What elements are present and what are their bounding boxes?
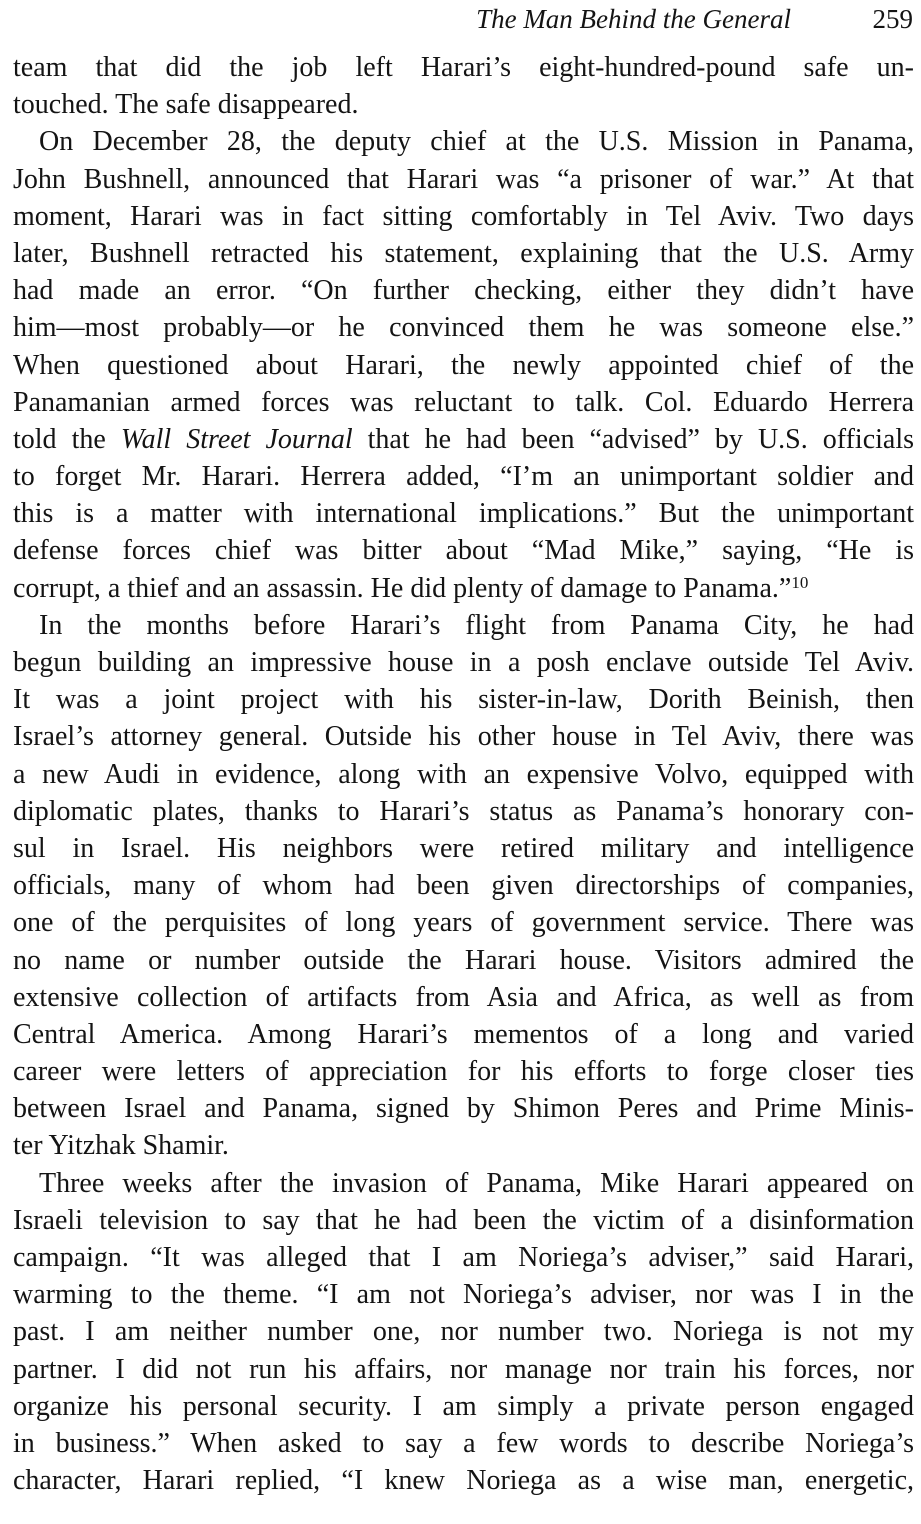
text-line-38: in business.” When asked to say a few words to describe Noriega’s: [13, 1427, 914, 1459]
text-line-9: When questioned about Harari, the newly appointed chief of the: [13, 349, 914, 381]
text-line-26: extensive collection of artifacts from Asia and Africa, as well as from: [13, 981, 914, 1013]
text-line-17: begun building an impressive house in a posh enclave outside Tel Aviv.: [13, 647, 914, 678]
text-line-6: later, Bushnell retracted his statement, explaining that the U.S. Army: [13, 237, 914, 269]
page-body: [13, 49, 914, 1499]
text-line-32: Israeli television to say that he had been the victim of a disinformation: [13, 1204, 914, 1236]
italic-title: Wall Street Journal: [120, 423, 353, 455]
text-line-37: organize his personal security. I am simply a private person engaged: [13, 1390, 914, 1422]
text-line-4: John Bushnell, announced that Harari was “a prisoner of war.” At that: [13, 163, 914, 195]
text-line-14: defense forces chief was bitter about “Mad Mike,” saying, “He is: [13, 535, 914, 567]
text-line-5: moment, Harari was in fact sitting comfortably in Tel Aviv. Two days: [13, 200, 914, 232]
text-line-15: [13, 570, 914, 607]
text-line-24: one of the perquisites of long years of government service. There was: [13, 907, 914, 939]
text-line-2: touched. The safe disappeared.: [13, 89, 359, 121]
text-line-20: a new Audi in evidence, along with an expensive Volvo, equipped with: [13, 758, 914, 790]
text-line-29: between Israel and Panama, signed by Shimon Peres and Prime Minis-: [13, 1093, 914, 1125]
text-line-25: no name or number outside the Harari house. Visitors admired the: [13, 944, 914, 976]
text-line-16: In the months before Harari’s flight from Panama City, he had: [39, 609, 914, 641]
text-line-30: ter Yitzhak Shamir.: [13, 1130, 229, 1162]
text-line-22: sul in Israel. His neighbors were retired military and intelligence: [13, 832, 914, 864]
text-line-7: had made an error. “On further checking, either they didn’t have: [13, 275, 914, 307]
text-line-10: Panamanian armed forces was reluctant to talk. Col. Eduardo Herrera: [13, 386, 914, 418]
text-line-39: character, Harari replied, “I knew Noriega as a wise man, energetic,: [13, 1465, 914, 1497]
text-line-18: It was a joint project with his sister-in-law, Dorith Beinish, then: [13, 684, 914, 716]
text-line-27: Central America. Among Harari’s mementos of a long and varied: [13, 1018, 914, 1050]
text-line-11-start: told the: [13, 423, 121, 455]
text-line-28: career were letters of appreciation for his efforts to forge closer ties: [13, 1056, 914, 1088]
text-line-12: to forget Mr. Harari. Herrera added, “I’m an unimportant soldier and: [13, 461, 914, 493]
running-title: The Man Behind the General: [476, 4, 791, 34]
text-line-33: campaign. “It was alleged that I am Noriega’s adviser,” said Harari,: [13, 1242, 914, 1273]
text-line-1: team that did the job left Harari’s eight-hundred-pound safe un-: [13, 52, 914, 83]
text-line-15-text: corrupt, a thief and an assassin. He did plenty of damage to Panama.”: [13, 572, 792, 604]
text-line-8: him—most probably—or he convinced them he was someone else.”: [13, 312, 914, 344]
text-line-31: Three weeks after the invasion of Panama, Mike Harari appeared on: [39, 1167, 914, 1199]
text-line-36: partner. I did not run his affairs, nor manage nor train his forces, nor: [13, 1353, 914, 1385]
running-head: [0, 0, 921, 44]
text-line-13: this is a matter with international implications.” But the unimportant: [13, 498, 914, 530]
text-line-23: officials, many of whom had been given directorships of companies,: [13, 870, 914, 902]
footnote-reference: 10: [791, 572, 809, 592]
text-line-11: [13, 421, 914, 458]
page-number: 259: [872, 4, 913, 34]
text-line-11-end: that he had been “advised” by U.S. officials: [352, 423, 915, 455]
text-line-21: diplomatic plates, thanks to Harari’s status as Panama’s honorary con-: [13, 795, 914, 827]
text-line-34: warming to the theme. “I am not Noriega’s adviser, nor was I in the: [13, 1279, 914, 1311]
text-line-19: Israel’s attorney general. Outside his other house in Tel Aviv, there was: [13, 721, 914, 753]
text-line-3: On December 28, the deputy chief at the U.S. Mission in Panama,: [39, 126, 914, 158]
text-line-35: past. I am neither number one, nor number two. Noriega is not my: [13, 1316, 914, 1348]
